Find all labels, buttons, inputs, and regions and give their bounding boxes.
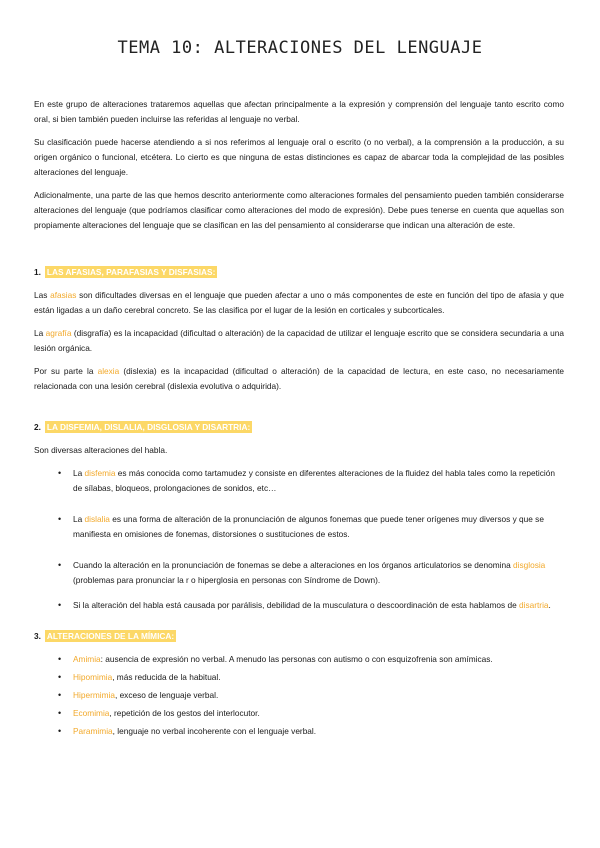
list-item: • Paramimia, lenguaje no verbal incoherente con el lenguaje verbal. bbox=[34, 724, 564, 739]
section-2-title: LA DISFEMIA, DISLALIA, DISGLOSIA Y DISARTRIA: bbox=[46, 422, 251, 432]
keyword-hipomimia: Hipomimia bbox=[73, 672, 113, 682]
section-2-lead: Son diversas alteraciones del habla. bbox=[34, 445, 168, 455]
keyword-disfemia: disfemia bbox=[84, 468, 116, 478]
section-1-heading bbox=[34, 265, 564, 280]
list-item: • Hipomimia, más reducida de la habitual. bbox=[34, 670, 564, 685]
list-item: • Hipermimia, exceso de lenguaje verbal. bbox=[34, 688, 564, 703]
bullet-icon: • bbox=[58, 600, 62, 610]
bullet-icon: • bbox=[58, 690, 62, 700]
list-item: • Cuando la alteración en la pronunciación de fonemas se debe a alteraciones en los órganos articulatorios se denomina disglosia (problemas para pronunciar la r o hiperglosia en personas con Síndrome de Down). bbox=[58, 560, 546, 585]
document-body bbox=[34, 97, 564, 742]
keyword-disglosia: disglosia bbox=[513, 560, 546, 570]
intro-paragraph-1: En este grupo de alteraciones trataremos aquellas que afectan principalmente a la expresión y comprensión del lenguaje tanto escrito como oral, si bien también pueden incluirse las referidas al lenguaje no verbal. bbox=[34, 99, 564, 124]
keyword-paramimia: Paramimia bbox=[73, 726, 113, 736]
bullet-icon: • bbox=[58, 726, 62, 736]
section-1-number: 1. bbox=[34, 267, 41, 277]
keyword-ecomimia: Ecomimia bbox=[73, 708, 110, 718]
section-3-title: ALTERACIONES DE LA MÍMICA: bbox=[46, 631, 175, 641]
bullet-icon: • bbox=[58, 672, 62, 682]
page-title: TEMA 10: ALTERACIONES DEL LENGUAJE bbox=[117, 38, 483, 58]
bullet-icon: • bbox=[58, 560, 62, 570]
section-2-number: 2. bbox=[34, 422, 41, 432]
bullet-icon: • bbox=[58, 514, 62, 524]
keyword-hipermimia: Hipermimia bbox=[73, 690, 115, 700]
agrafia-paragraph: La agrafía (disgrafía) es la incapacidad (dificultad o alteración) de la capacidad de utilizar el lenguaje escrito que se considera secundaria a una lesión orgánica. bbox=[34, 328, 564, 353]
list-item: • La disfemia es más conocida como tartamudez y consiste en diferentes alteraciones de la fluidez del habla tales como la repetición de sílabas, bloqueos, prolongaciones de sonidos, etc… bbox=[58, 468, 555, 493]
keyword-alexia: alexia bbox=[97, 366, 120, 376]
afasias-paragraph: Las afasias son dificultades diversas en el lenguaje que pueden afectar a uno o más componentes de este en función del tipo de afasia y que están ligadas a un daño cerebral concreto. Se las clasifica por el lugar de la lesión en corticales y subcorticales. bbox=[34, 290, 564, 315]
keyword-dislalia: dislalia bbox=[84, 514, 110, 524]
list-item: • Si la alteración del habla está causada por parálisis, debilidad de la musculatura o descoordinación de esta hablamos de disartria. bbox=[34, 598, 564, 613]
list-item: • Amimia: ausencia de expresión no verbal. A menudo las personas con autismo o con esquizofrenia son amímicas. bbox=[34, 652, 564, 667]
keyword-afasias: afasias bbox=[50, 290, 77, 300]
intro-paragraph-2: Su clasificación puede hacerse atendiendo a si nos referimos al lenguaje oral o escrito (o no verbal), a la comprensión a la producción, a su origen orgánico o funcional, etcétera. Lo cierto es que ninguna de estas distinciones es capaz de abarcar toda la complejidad de las posibles alteraciones del lenguaje. bbox=[34, 137, 564, 177]
habla-list bbox=[34, 466, 564, 613]
alexia-paragraph: Por su parte la alexia (dislexia) es la incapacidad (dificultad o alteración) de la capacidad de lectura, en este caso, no necesariamente relacionada con una lesión cerebral (dislexia evolutiva o adquirida). bbox=[34, 366, 565, 391]
keyword-agrafia: agrafía bbox=[45, 328, 72, 338]
section-3-number: 3. bbox=[34, 631, 41, 641]
intro-paragraph-3: Adicionalmente, una parte de las que hemos descrito anteriormente como alteraciones formales del pensamiento pueden también considerarse alteraciones del lenguaje (que podríamos clasificar como alteraciones del modo de expresión). Debe pues tenerse en cuenta que aquellas son propiamente alteraciones del lenguaje que se clasifican en las del pensamiento al considerarse que indican una alteración de este. bbox=[34, 190, 564, 230]
keyword-disartria: disartria bbox=[519, 600, 549, 610]
bullet-icon: • bbox=[58, 708, 62, 718]
bullet-icon: • bbox=[58, 654, 62, 664]
mimica-list bbox=[34, 652, 564, 739]
keyword-amimia: Amimia bbox=[73, 654, 101, 664]
list-item: • Ecomimia, repetición de los gestos del interlocutor. bbox=[34, 706, 564, 721]
list-item: • La dislalia es una forma de alteración de la pronunciación de algunos fonemas que puede tener orígenes muy diversos y que se manifiesta en omisiones de fonemas, distorsiones o sustituciones de estos. bbox=[58, 514, 544, 539]
bullet-icon: • bbox=[58, 468, 62, 478]
section-1-title: LAS AFASIAS, PARAFASIAS Y DISFASIAS: bbox=[46, 267, 216, 277]
section-2-heading bbox=[34, 420, 564, 435]
section-3-heading bbox=[34, 629, 564, 644]
